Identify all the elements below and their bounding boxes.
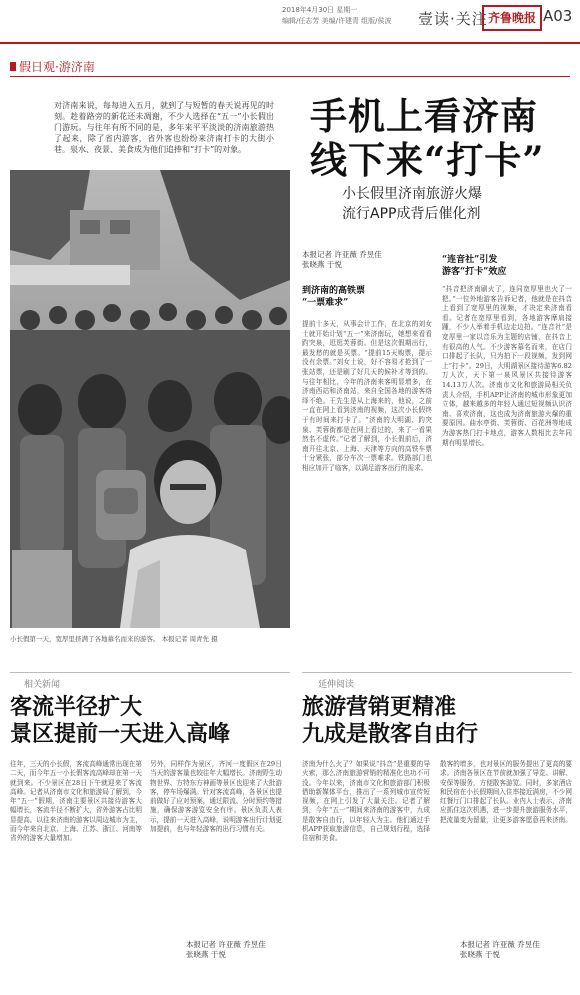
related-headline-line-1: 客流半径扩大 (10, 694, 143, 720)
related-byline-line-1: 本报记者 许亚薇 乔昱佳 (186, 940, 266, 949)
subhead-line-1: 小长假里济南旅游火爆 (342, 186, 482, 202)
byline-line-2: 张晓燕 于悦 (302, 260, 342, 269)
subsection-line-1: 到济南的高铁票 (302, 286, 366, 296)
related-news-column-1: 往年，三天的小长假，客流高峰通常出现在第二天，而今年五一小长假客流高峰却在第一天就到来。不少景区在28日下午就迎来了客流高峰。记者从济南市文化和旅游局了解到，今年“五一”假期，济南主要景区共接待游客大幅增长，客流半径不断扩大，省外游客占比明显提高。以往来济南的游客以周边城市为主，而今年来自北京、上海、江苏、浙江、河南等省外的游客大量增加。 (10, 760, 142, 843)
headline-line-2: 线下来“打卡” (310, 138, 545, 182)
section-tag: 假日观·游济南 (10, 58, 95, 75)
related-headline-line-2: 景区提前一天进入高峰 (10, 721, 231, 747)
byline-line-1: 本报记者 许亚薇 乔昱佳 (302, 250, 382, 259)
subheadline (342, 184, 572, 224)
headline-line-1: 手机上看济南 (310, 94, 538, 138)
subhead-line-2: 流行APP成背后催化剂 (342, 206, 481, 222)
article-column-a: 提前十多天，从事会计工作，在北京的刘女士就开始计划“五一”来济南玩，她想来看看趵突泉，逛逛芙蓉街。但是这次假期出行，最发愁的就是买票。“提前15天购票，提示没有余票。”刘女士说，好不容易才抢到了一张站票，还是刷了好几天的候补才等到的。与往年相比，今年的济南来客明显增多，在济南西站和济南站，来自全国各地的游客络绎不绝。王先生是从上海来的，他说，之前一直在网上看到济南的视频，这次小长假终于有时间来打卡了。“济南的大明湖、趵突泉、芙蓉街都是在网上看过的，来了一看果然名不虚传。”记者了解到，小长假前后，济南开往北京、上海、天津等方向的高铁车票十分紧张，部分车次一票难求。铁路部门也相应加开了临客，以满足游客出行的需求。 (302, 320, 432, 472)
page-number: A03 (543, 7, 573, 25)
related-news-byline (186, 940, 266, 960)
crowd-photo (10, 170, 290, 628)
extended-reading-column-1: 济南为什么火了？如果说“抖音”是重要的导火索，那么济南旅游营销的精准化也功不可没。今年以来，济南市文化和旅游部门积极借助新媒体平台，推出了一系列城市宣传短视频，在网上引发了大量关注。记者了解到，今年“五一”期间来济南的游客中，九成是散客自由行，以年轻人为主。他们通过手机APP获取旅游信息，自己规划行程，选择住宿和美食。 (302, 760, 430, 843)
related-news-kicker: 相关新闻 (24, 680, 61, 690)
side-head-line-1: “连音社”引发 (442, 255, 498, 265)
related-news-column-2: 另外，同样作为景区，齐河一度假区在29日当天的游客量也较往年大幅增长。济南野生动物世界、方特东方神画等景区也迎来了大批游客，停车场爆满。针对客流高峰，各景区也提前做好了应对预案，通过限流、分时预约等措施，确保游客游览安全有序。景区负责人表示，提前一天进入高峰，说明游客出行计划更加提前，也与年轻游客的出行习惯有关。 (150, 760, 282, 834)
left-divider (10, 672, 290, 673)
masthead-rule (0, 42, 580, 44)
subsection-heading-tickets (302, 285, 365, 309)
related-news-headline (10, 694, 290, 748)
article-column-b: “抖音把济南刷火了，连同宽厚里也火了一把。”一位外地游客告诉记者，他就是在抖音上看到了宽厚里的视频，才决定来济南看看。记者在宽厚里看到，各地游客摩肩接踵，不少人举着手机边走边拍。“连音社”是宽厚里一家以音乐为主题的店铺，在抖音上有很高的人气。不少游客慕名而来，在店门口排起了长队，只为拍下一段视频，发到网上“打卡”。29日，大明湖景区接待游客6.82万人次，天下第一泉风景区共接待游客14.13万人次。济南市文化和旅游局相关负责人介绍，手机APP让济南的城市形象更加立体，越来越多的年轻人通过短视频认识济南、喜欢济南，这也成为济南旅游火爆的重要原因。曲水亭街、芙蓉街、百花洲等地成为游客热门打卡地点，游客人数相比去年同期有明显增长。 (442, 285, 572, 447)
editor-credits: 编辑/任志芳 美编/许建青 组版/侯波 (282, 17, 392, 25)
related-byline-line-2: 张晓燕 于悦 (186, 950, 226, 959)
subsection-line-2: “一票难求” (302, 298, 349, 308)
extended-byline-line-1: 本报记者 许亚薇 乔昱佳 (460, 940, 540, 949)
extended-reading-byline (460, 940, 540, 960)
section-rule (10, 76, 570, 77)
right-divider (302, 672, 572, 673)
lead-paragraph: 对济南来说，每每进入五月，就到了与短暂的春天说再见的时刻。趁着路旁的新花还未凋谢，不少人选择在“五一”小长假出门游玩。与往年有所不同的是，多年来平平淡淡的济南旅游热了起来，除了省内游客，省外客也纷纷来济南打卡的大街小巷。泉水、夜景、美食成为他们追捧和“打卡”的对象。 (54, 101, 274, 154)
extended-byline-line-2: 张晓燕 于悦 (460, 950, 500, 959)
issue-date: 2018年4月30日 星期一 (282, 6, 358, 14)
extended-headline-line-1: 旅游营销更精准 (302, 694, 457, 720)
extended-reading-headline (302, 694, 572, 748)
extended-reading-column-2: 散客的增多，也对景区的服务提出了更高的要求。济南各景区在节前就加强了导览、讲解、安保等服务，方便散客游览。同时，多家酒店和民宿在小长假期间入住率接近满房，不少网红餐厅门口排起了长队。业内人士表示，济南应抓住这次机遇，进一步提升旅游服务水平，把流量变为留量，让更多游客愿意再来济南。 (440, 760, 572, 824)
side-head-line-2: 游客“打卡”效应 (442, 267, 507, 277)
photo-caption: 小长假第一天，宽厚里挤满了各地慕名而来的游客。 本报记者 周青先 摄 (10, 635, 218, 643)
extended-reading-kicker: 延伸阅读 (318, 680, 355, 690)
newspaper-logo: 齐鲁晚报 (482, 5, 542, 31)
subsection-heading-douyin (442, 254, 506, 278)
section-title: 壹读·关注 (418, 10, 488, 28)
main-byline (302, 250, 382, 270)
crowd-photo-illustration (10, 170, 290, 628)
extended-headline-line-2: 九成是散客自由行 (302, 721, 479, 747)
masthead (0, 0, 580, 40)
main-headline (310, 94, 572, 182)
